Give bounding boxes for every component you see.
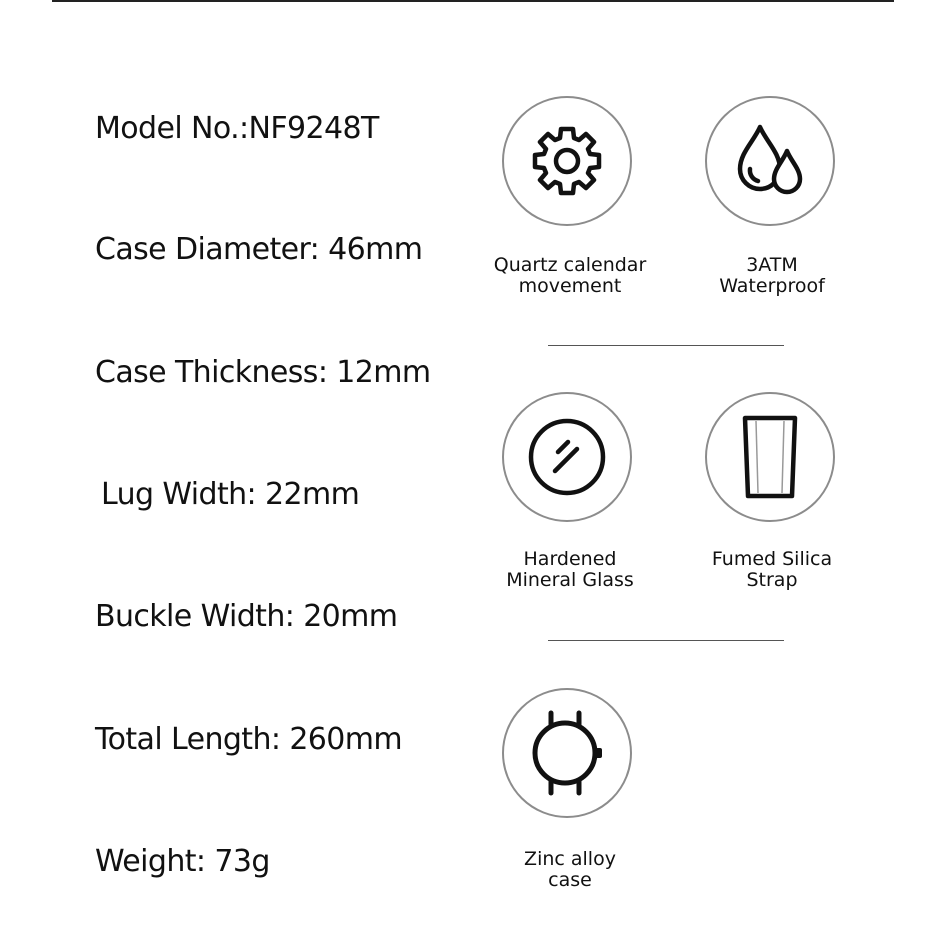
glass-icon-circle [502, 392, 632, 522]
spec-model: Model No.:NF9248T [95, 111, 379, 146]
spec-lug-width: Lug Width: 22mm [101, 477, 360, 512]
glass-icon [525, 415, 609, 499]
case-caption [470, 849, 670, 891]
waterproof-caption [672, 255, 872, 297]
case-caption-line1: Zinc alloy [524, 848, 616, 870]
glass-caption-line1: Hardened [523, 548, 617, 570]
movement-caption [470, 255, 670, 297]
movement-icon-circle [502, 96, 632, 226]
spec-weight: Weight: 73g [95, 844, 270, 879]
waterproof-caption-line2: Waterproof [719, 275, 825, 297]
top-rule [52, 0, 894, 2]
watch-case-icon [519, 703, 615, 803]
waterproof-icon-circle [705, 96, 835, 226]
gear-icon [527, 121, 607, 201]
strap-caption-line2: Strap [746, 569, 798, 591]
strap-caption [672, 549, 872, 591]
strap-caption-line1: Fumed Silica [711, 548, 833, 570]
divider-2 [548, 640, 784, 641]
movement-caption-line1: Quartz calendar [493, 254, 647, 276]
water-drops-icon [728, 119, 812, 203]
waterproof-caption-line1: 3ATM [746, 254, 798, 276]
divider-1 [548, 345, 784, 346]
case-caption-line2: case [548, 869, 592, 891]
spec-case-diameter: Case Diameter: 46mm [95, 232, 423, 267]
spec-buckle-width: Buckle Width: 20mm [95, 599, 398, 634]
strap-icon-circle [705, 392, 835, 522]
glass-caption [470, 549, 670, 591]
movement-caption-line2: movement [518, 275, 622, 297]
strap-icon [728, 412, 812, 502]
glass-caption-line2: Mineral Glass [506, 569, 634, 591]
spec-total-length: Total Length: 260mm [95, 722, 403, 757]
case-icon-circle [502, 688, 632, 818]
spec-case-thickness: Case Thickness: 12mm [95, 355, 431, 390]
